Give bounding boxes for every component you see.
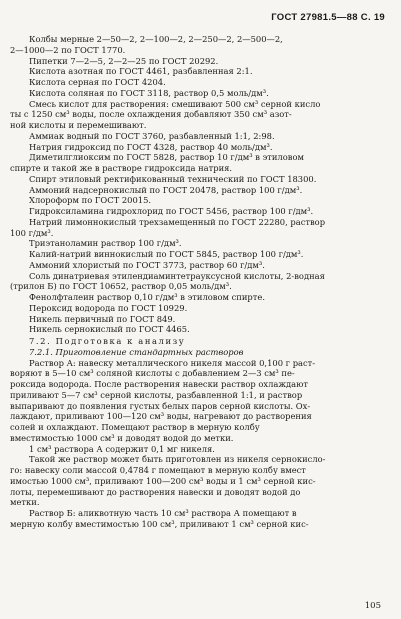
document-body xyxy=(10,34,392,530)
text-line: Никель первичный по ГОСТ 849. xyxy=(29,313,176,324)
text-line: 1 см³ раствора А содержит 0,1 мг никеля. xyxy=(29,443,215,454)
text-line: мерную колбу вместимостью 100 см³, приливают 1 см³ серной кис- xyxy=(10,518,309,529)
text-line: Аммоний надсернокислый по ГОСТ 20478, раствор 100 г/дм³. xyxy=(29,184,303,195)
text-line: 100 г/дм³. xyxy=(10,227,54,238)
text-line: Диметилглиоксим по ГОСТ 5828, раствор 10 г/дм³ в этиловом xyxy=(29,152,304,163)
text-line: Смесь кислот для растворения: смешивают 500 см³ серной кисло xyxy=(29,98,321,109)
text-line: Фенолфталеин раствор 0,10 г/дм³ в этиловом спирте. xyxy=(29,292,265,302)
text-line: Раствор Б: аликвотную часть 10 см³ раствора А помещают в xyxy=(29,508,297,518)
text-line: Гидроксиламина гидрохлорид по ГОСТ 5456, раствор 100 г/дм³. xyxy=(29,206,314,216)
text-line: ной кислоты и перемешивают. xyxy=(10,120,147,130)
text-line: приливают 5—7 см³ серной кислоты, разбавленной 1:1, и раствор xyxy=(10,389,303,400)
text-line: Натрий лимоннокислый трехзамещенный по ГОСТ 22280, раствор xyxy=(29,216,326,227)
text-line: солей и охлаждают. Помещают раствор в мерную колбу xyxy=(10,422,260,432)
text-line: Натрия гидроксид по ГОСТ 4328, раствор 40 моль/дм³. xyxy=(29,141,273,152)
text-line: вместимостью 1000 см³ и доводят водой до метки. xyxy=(10,432,234,443)
text-line: лаждают, приливают 100—120 см³ воды, нагревают до растворения xyxy=(10,411,312,422)
text-line: 7.2. Подготовка к анализу xyxy=(29,336,186,346)
text-line: 2—1000—2 по ГОСТ 1770. xyxy=(10,44,126,55)
text-line: Пипетки 7—2—5, 2—2—25 по ГОСТ 20292. xyxy=(29,55,219,66)
text-line: (трилон Б) по ГОСТ 10652, раствор 0,05 моль/дм³. xyxy=(10,281,232,292)
text-line: Кислота серная по ГОСТ 4204. xyxy=(29,77,166,87)
text-line: ты с 1250 см³ воды, после охлаждения добавляют 350 см³ азот- xyxy=(10,109,292,120)
text-line: Кислота азотная по ГОСТ 4461, разбавленная 2:1. xyxy=(29,66,253,77)
text-line: спирте и такой же в растворе гидроксида натрия. xyxy=(10,163,233,173)
text-line: го: навеску соли массой 0,4784 г помещают в мерную колбу вмест xyxy=(10,465,306,475)
text-line: Хлороформ по ГОСТ 20015. xyxy=(29,195,152,206)
text-line: метки. xyxy=(10,497,40,508)
text-line: выпаривают до появления густых белых паров серной кислоты. Ох- xyxy=(10,400,311,411)
text-line: Калий-натрий виннокислый по ГОСТ 5845, раствор 100 г/дм³. xyxy=(29,249,304,259)
text-line: Спирт этиловый ректификованный технический по ГОСТ 18300. xyxy=(29,173,317,184)
page-header: ГОСТ 27981.5—88 С. 19 xyxy=(271,12,385,23)
text-line: Пероксид водорода по ГОСТ 10929. xyxy=(29,302,188,313)
text-line: Кислота соляная по ГОСТ 3118, раствор 0,5 моль/дм³. xyxy=(29,87,269,98)
text-line: Аммоний хлористый по ГОСТ 3773, раствор 60 г/дм³. xyxy=(29,259,265,270)
text-line: Никель сернокислый по ГОСТ 4465. xyxy=(29,324,190,335)
text-line: Колбы мерные 2—50—2, 2—100—2, 2—250—2, 2—500—2, xyxy=(29,34,283,44)
text-line: Аммиак водный по ГОСТ 3760, разбавленный 1:1, 2:98. xyxy=(29,130,275,141)
text-line: воряют в 5—10 см³ соляной кислоты с добавлением 2—3 см³ пе- xyxy=(10,368,295,379)
text-line: лоты, перемешивают до растворения навески и доводят водой до xyxy=(10,486,301,497)
page-number: 105 xyxy=(364,601,381,611)
text-line: Такой же раствор может быть приготовлен из никеля сернокисло- xyxy=(29,454,326,465)
text-line: 7.2.1. Приготовление стандартных растворов xyxy=(29,346,244,357)
text-line: Раствор А: навеску металлического никеля массой 0,100 г раст- xyxy=(29,357,316,368)
text-line: имостью 1000 см³, приливают 100—200 см³ воды и 1 см³ серной кис- xyxy=(10,475,316,486)
text-line: Триэтаноламин раствор 100 г/дм³. xyxy=(29,238,182,249)
text-line: Соль динатриевая этилендиаминтетрауксусной кислоты, 2-водная xyxy=(29,270,325,281)
text-line: роксида водорода. После растворения навески раствор охлаждают xyxy=(10,379,309,389)
